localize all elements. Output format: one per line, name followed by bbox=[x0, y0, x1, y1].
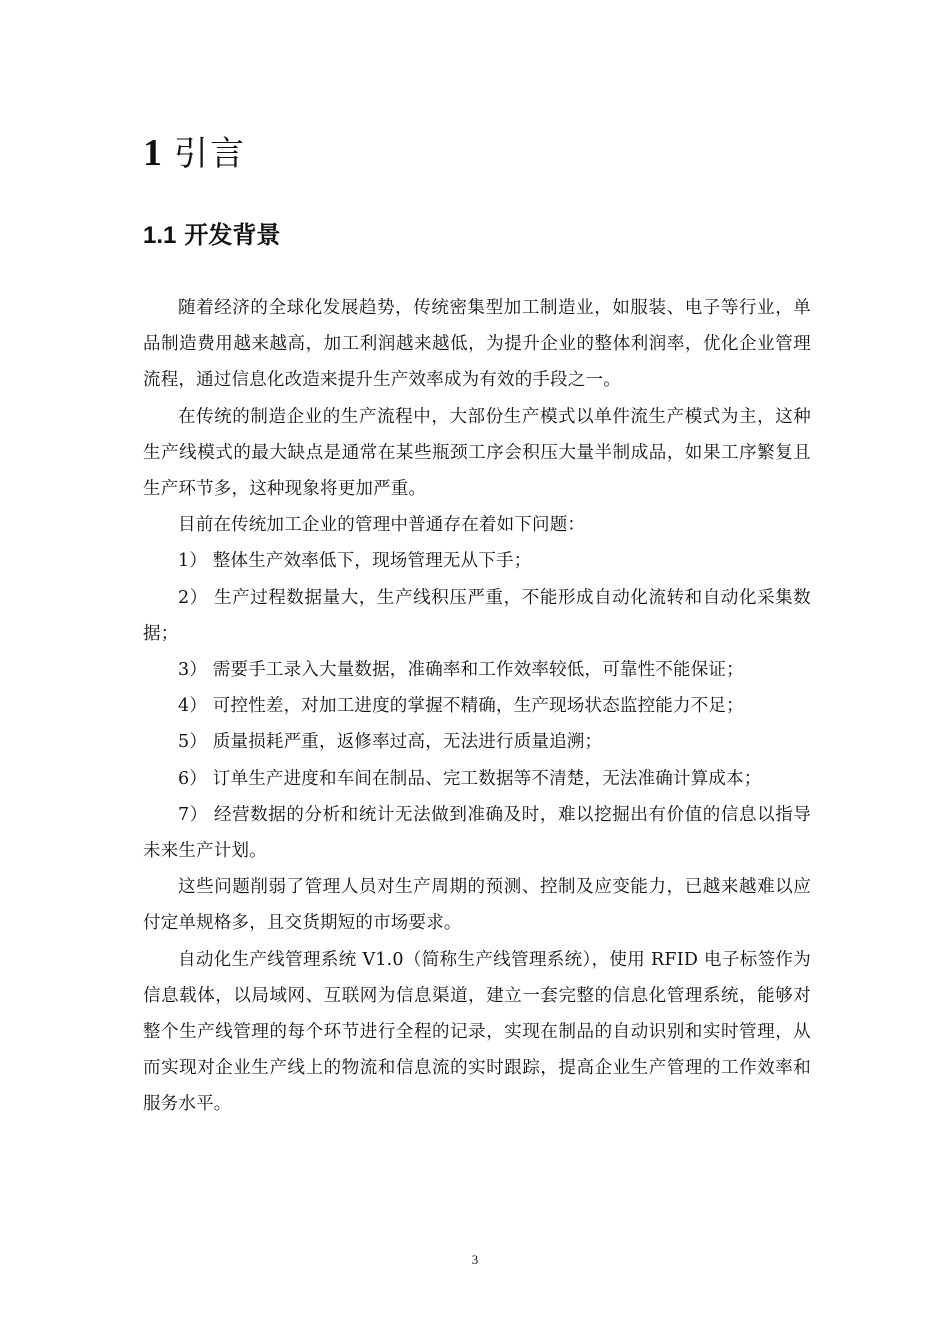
problem-list-item: 2） 生产过程数据量大，生产线积压严重，不能形成自动化流转和自动化采集数据； bbox=[143, 587, 811, 644]
chapter-number: 1 bbox=[143, 132, 164, 174]
problem-list-item: 4） 可控性差，对加工进度的掌握不精确，生产现场状态监控能力不足； bbox=[178, 696, 744, 717]
paragraph: 目前在传统加工企业的管理中普通存在着如下问题： bbox=[178, 515, 586, 536]
problem-list-item: 5） 质量损耗严重，返修率过高，无法进行质量追溯； bbox=[178, 732, 603, 753]
body-text bbox=[143, 290, 811, 1123]
section-number: 1.1 bbox=[143, 222, 177, 249]
chapter-heading bbox=[143, 128, 246, 179]
section-heading bbox=[143, 218, 280, 254]
chapter-title-text: 引言 bbox=[174, 134, 246, 174]
paragraph: 随着经济的全球化发展趋势，传统密集型加工制造业，如服装、电子等行业，单品制造费用越来越高，加工利润越来越低，为提升企业的整体利润率，优化企业管理流程，通过信息化改造来提升生产效率成为有效的手段之一。 bbox=[143, 298, 811, 391]
paragraph: 在传统的制造企业的生产流程中，大部份生产模式以单件流生产模式为主，这种生产线模式的最大缺点是通常在某些瓶颈工序会积压大量半制成品，如果工序繁复且生产环节多，这种现象将更加严重。 bbox=[143, 406, 811, 500]
problem-list-item: 7） 经营数据的分析和统计无法做到准确及时，难以挖掘出有价值的信息以指导未来生产计划。 bbox=[143, 804, 811, 862]
section-title-text: 开发背景 bbox=[184, 222, 281, 249]
problem-list-item: 1） 整体生产效率低下，现场管理无从下手； bbox=[178, 551, 532, 572]
page-number: 3 bbox=[471, 1252, 479, 1267]
problem-list-item: 3） 需要手工录入大量数据，准确率和工作效率较低，可靠性不能保证； bbox=[178, 660, 744, 681]
paragraph: 这些问题削弱了管理人员对生产周期的预测、控制及应变能力，已越来越难以应付定单规格多，且交货期短的市场要求。 bbox=[143, 877, 811, 934]
paragraph: 自动化生产线管理系统 V1.0（简称生产线管理系统），使用 RFID 电子标签作为信息载体，以局域网、互联网为信息渠道，建立一套完整的信息化管理系统，能够对整个生产线管理的每个环节进行全程的记录，实现在制品的自动识别和实时管理，从而实现对企业生产线上的物流和信息流的实时跟踪，提高企业生产管理的工作效率和服务水平。 bbox=[143, 949, 811, 1115]
problem-list-item: 6） 订单生产进度和车间在制品、完工数据等不清楚，无法准确计算成本； bbox=[178, 768, 762, 789]
